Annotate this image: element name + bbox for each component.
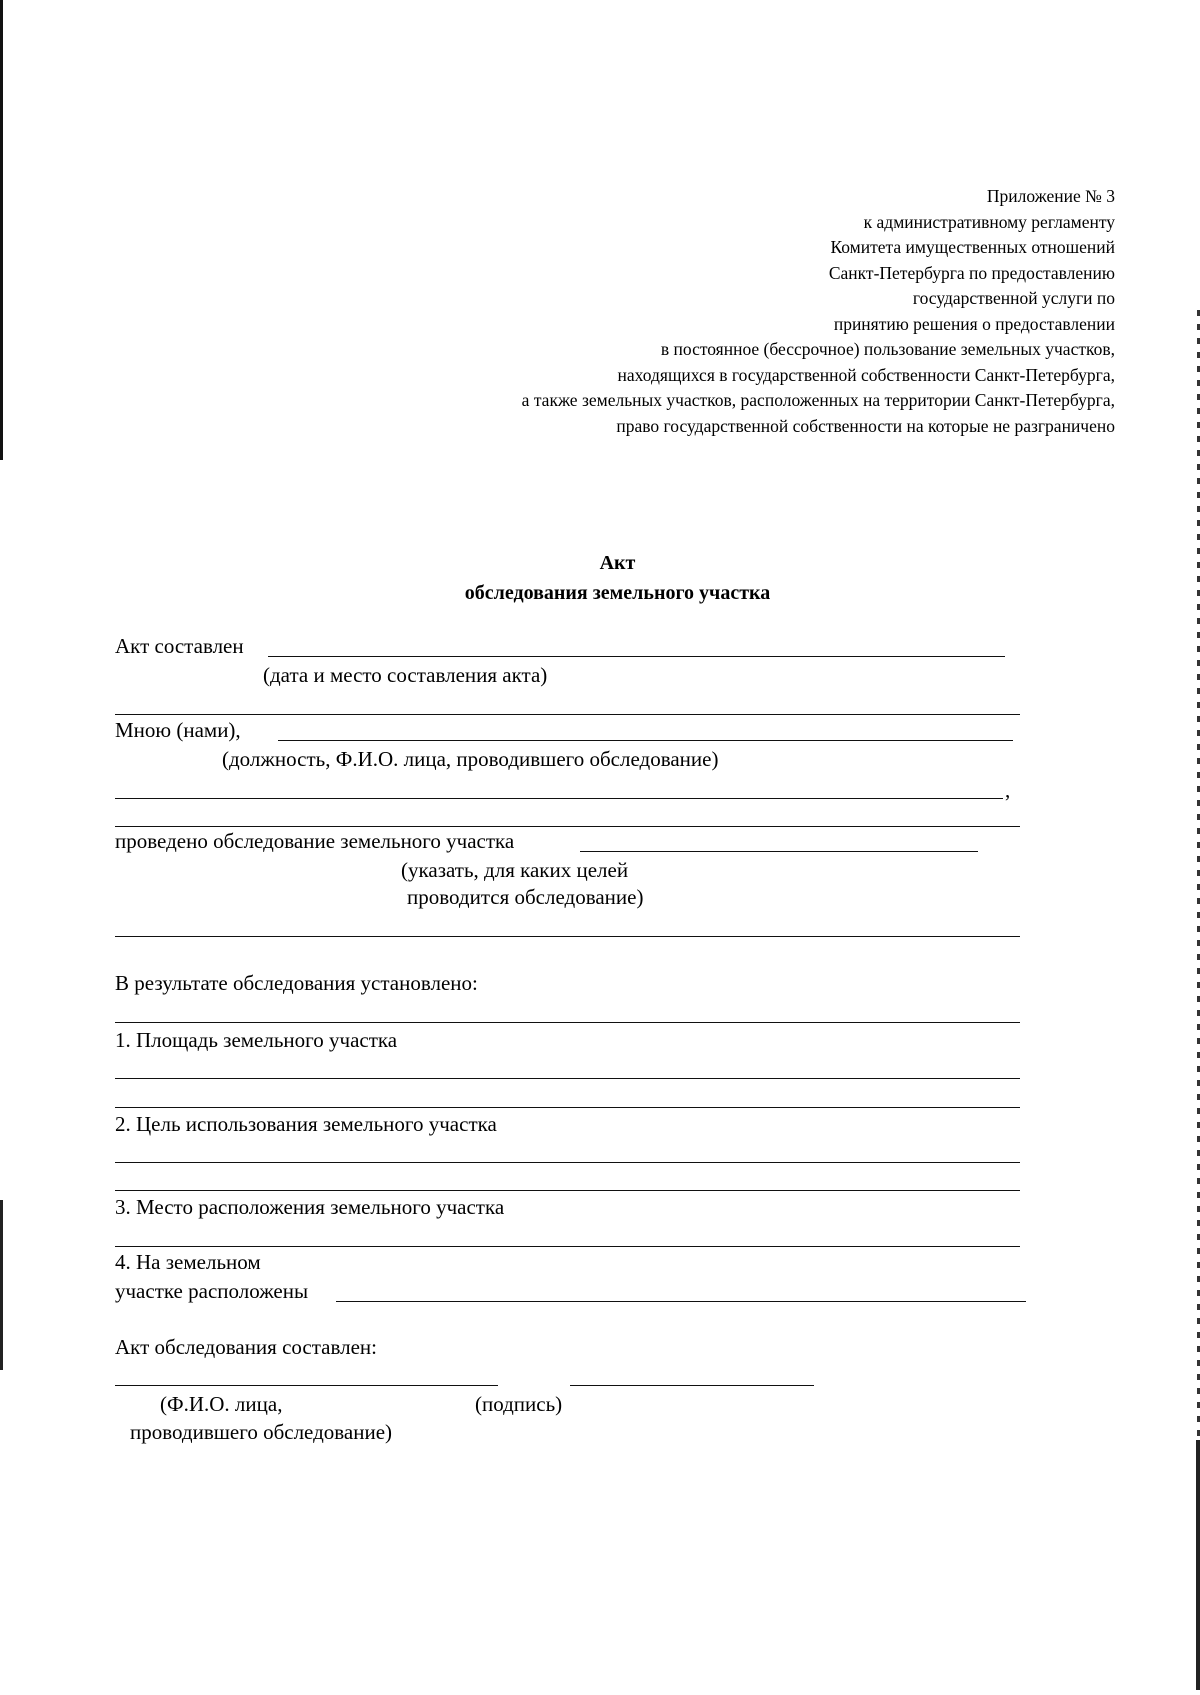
annex-line: право государственной собственности на которые не разграничено	[616, 415, 1115, 436]
document-title: Акт	[599, 552, 636, 574]
document-subtitle: обследования земельного участка	[464, 582, 771, 604]
signed-label: Акт обследования составлен:	[115, 1335, 378, 1359]
item-buildings-label-2: участке расположены	[115, 1279, 309, 1303]
annex-line: в постоянное (бессрочное) пользование земельных участков,	[660, 339, 1115, 359]
blank-line[interactable]	[115, 936, 1020, 937]
blank-line[interactable]	[115, 714, 1020, 715]
purpose-field[interactable]	[115, 1162, 1020, 1163]
location-field[interactable]	[115, 1246, 1020, 1247]
act-compiled-label: Акт составлен	[115, 634, 244, 658]
survey-hint-line1: (указать, для каких целей	[401, 858, 629, 882]
signature-hint: (подпись)	[475, 1392, 563, 1416]
annex-line: Комитета имущественных отношений	[830, 237, 1115, 257]
annex-line: принятию решения о предоставлении	[833, 313, 1115, 334]
annex-header	[522, 184, 1115, 439]
survey-purpose-field[interactable]	[580, 851, 978, 852]
inspector-field-continued[interactable]	[115, 798, 1003, 799]
signature-field[interactable]	[570, 1385, 814, 1386]
annex-line: Санкт-Петербурга по предоставлению	[828, 262, 1115, 283]
act-compiled-hint: (дата и место составления акта)	[263, 663, 548, 687]
item-purpose-label: 2. Цель использования земельного участка	[115, 1112, 497, 1136]
annex-line: Приложение № 3	[986, 186, 1115, 206]
survey-hint-line2: проводится обследование)	[407, 885, 644, 909]
buildings-field[interactable]	[336, 1301, 1026, 1302]
item-location-label: 3. Место расположения земельного участка	[115, 1195, 505, 1219]
annex-line: к административному регламенту	[863, 211, 1115, 232]
area-field[interactable]	[115, 1078, 1020, 1079]
item-buildings-label-1: 4. На земельном	[115, 1250, 261, 1274]
inspector-name-field[interactable]	[115, 1385, 498, 1386]
inspector-field[interactable]	[278, 740, 1013, 741]
annex-line: находящихся в государственной собственности Санкт-Петербурга,	[617, 364, 1115, 385]
scan-edge-artifact	[0, 0, 3, 460]
comma-mark: ,	[1005, 778, 1011, 802]
survey-label: проведено обследование земельного участка	[115, 829, 515, 853]
scan-edge-artifact	[1196, 1440, 1200, 1690]
blank-line[interactable]	[115, 1022, 1020, 1023]
name-hint-line2: проводившего обследование)	[130, 1420, 393, 1444]
blank-line[interactable]	[115, 1107, 1020, 1108]
annex-line: государственной услуги по	[912, 288, 1115, 308]
scan-edge-artifact	[0, 1200, 3, 1370]
act-compiled-field[interactable]	[268, 656, 1005, 657]
by-me-label: Мною (нами),	[115, 718, 241, 742]
name-hint-line1: (Ф.И.О. лица,	[160, 1392, 283, 1416]
blank-line[interactable]	[115, 826, 1020, 827]
inspector-hint: (должность, Ф.И.О. лица, проводившего обследование)	[222, 747, 719, 771]
item-area-label: 1. Площадь земельного участка	[115, 1028, 398, 1052]
blank-line[interactable]	[115, 1190, 1020, 1191]
results-label: В результате обследования установлено:	[115, 971, 478, 995]
annex-line: а также земельных участков, расположенных на территории Санкт-Петербурга,	[521, 390, 1115, 410]
